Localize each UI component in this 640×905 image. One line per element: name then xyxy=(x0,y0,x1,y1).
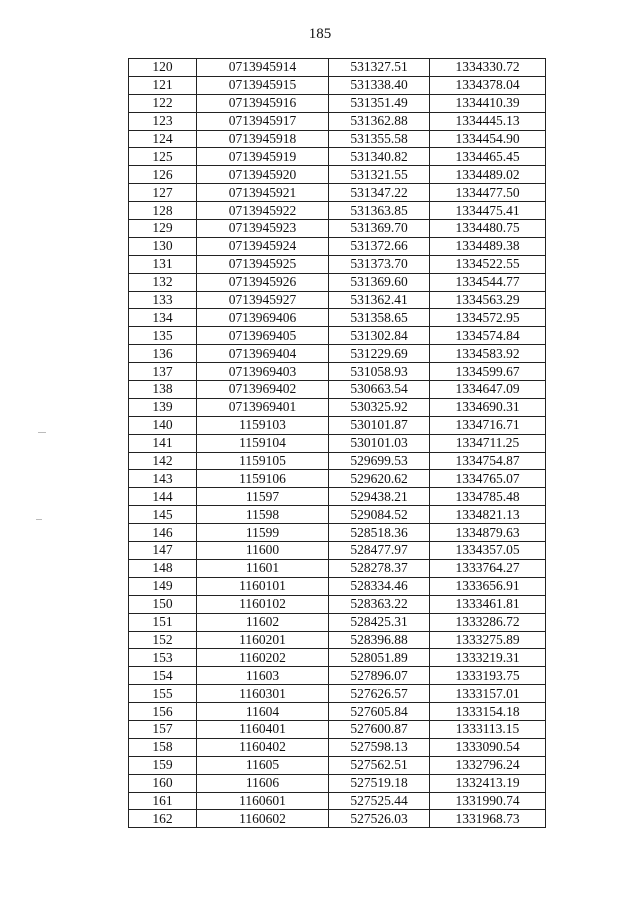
x-coordinate-cell: 527600.87 xyxy=(329,720,430,738)
y-coordinate-cell: 1334563.29 xyxy=(430,291,546,309)
table-row xyxy=(129,148,546,166)
point-id-cell: 1160102 xyxy=(197,595,329,613)
row-number-cell: 162 xyxy=(129,810,197,828)
y-coordinate-cell: 1334754.87 xyxy=(430,452,546,470)
point-id-cell: 11600 xyxy=(197,542,329,560)
point-id-cell: 1160202 xyxy=(197,649,329,667)
x-coordinate-cell: 527598.13 xyxy=(329,738,430,756)
y-coordinate-cell: 1334765.07 xyxy=(430,470,546,488)
point-id-cell: 0713945916 xyxy=(197,94,329,112)
x-coordinate-cell: 530101.87 xyxy=(329,416,430,434)
x-coordinate-cell: 531351.49 xyxy=(329,94,430,112)
point-id-cell: 0713969405 xyxy=(197,327,329,345)
x-coordinate-cell: 527605.84 xyxy=(329,703,430,721)
y-coordinate-cell: 1333461.81 xyxy=(430,595,546,613)
row-number-cell: 139 xyxy=(129,398,197,416)
x-coordinate-cell: 531363.85 xyxy=(329,202,430,220)
row-number-cell: 120 xyxy=(129,59,197,77)
point-id-cell: 0713945917 xyxy=(197,112,329,130)
table-row xyxy=(129,720,546,738)
table-row xyxy=(129,237,546,255)
row-number-cell: 123 xyxy=(129,112,197,130)
row-number-cell: 152 xyxy=(129,631,197,649)
row-number-cell: 149 xyxy=(129,577,197,595)
point-id-cell: 11606 xyxy=(197,774,329,792)
x-coordinate-cell: 531372.66 xyxy=(329,237,430,255)
x-coordinate-cell: 529438.21 xyxy=(329,488,430,506)
point-id-cell: 0713945925 xyxy=(197,255,329,273)
row-number-cell: 144 xyxy=(129,488,197,506)
point-id-cell: 11598 xyxy=(197,506,329,524)
row-number-cell: 133 xyxy=(129,291,197,309)
x-coordinate-cell: 528425.31 xyxy=(329,613,430,631)
x-coordinate-cell: 527525.44 xyxy=(329,792,430,810)
point-id-cell: 1159106 xyxy=(197,470,329,488)
x-coordinate-cell: 527519.18 xyxy=(329,774,430,792)
table-row xyxy=(129,381,546,399)
row-number-cell: 132 xyxy=(129,273,197,291)
table-row xyxy=(129,273,546,291)
row-number-cell: 150 xyxy=(129,595,197,613)
y-coordinate-cell: 1334378.04 xyxy=(430,76,546,94)
y-coordinate-cell: 1334716.71 xyxy=(430,416,546,434)
x-coordinate-cell: 531229.69 xyxy=(329,345,430,363)
row-number-cell: 128 xyxy=(129,202,197,220)
row-number-cell: 154 xyxy=(129,667,197,685)
y-coordinate-cell: 1333286.72 xyxy=(430,613,546,631)
row-number-cell: 127 xyxy=(129,184,197,202)
point-id-cell: 0713945914 xyxy=(197,59,329,77)
table-row xyxy=(129,291,546,309)
row-number-cell: 124 xyxy=(129,130,197,148)
y-coordinate-cell: 1334599.67 xyxy=(430,363,546,381)
y-coordinate-cell: 1333219.31 xyxy=(430,649,546,667)
table-row xyxy=(129,774,546,792)
y-coordinate-cell: 1332413.19 xyxy=(430,774,546,792)
x-coordinate-cell: 531358.65 xyxy=(329,309,430,327)
y-coordinate-cell: 1333090.54 xyxy=(430,738,546,756)
table-row xyxy=(129,327,546,345)
row-number-cell: 142 xyxy=(129,452,197,470)
y-coordinate-cell: 1334583.92 xyxy=(430,345,546,363)
y-coordinate-cell: 1334480.75 xyxy=(430,220,546,238)
point-id-cell: 1160201 xyxy=(197,631,329,649)
point-id-cell: 11601 xyxy=(197,559,329,577)
y-coordinate-cell: 1334544.77 xyxy=(430,273,546,291)
point-id-cell: 0713969404 xyxy=(197,345,329,363)
coordinates-table xyxy=(128,58,546,828)
table-row xyxy=(129,59,546,77)
x-coordinate-cell: 527526.03 xyxy=(329,810,430,828)
y-coordinate-cell: 1334330.72 xyxy=(430,59,546,77)
x-coordinate-cell: 530101.03 xyxy=(329,434,430,452)
y-coordinate-cell: 1333656.91 xyxy=(430,577,546,595)
point-id-cell: 11597 xyxy=(197,488,329,506)
y-coordinate-cell: 1334821.13 xyxy=(430,506,546,524)
row-number-cell: 156 xyxy=(129,703,197,721)
point-id-cell: 1160601 xyxy=(197,792,329,810)
point-id-cell: 1159105 xyxy=(197,452,329,470)
row-number-cell: 146 xyxy=(129,524,197,542)
y-coordinate-cell: 1334477.50 xyxy=(430,184,546,202)
x-coordinate-cell: 527896.07 xyxy=(329,667,430,685)
table-row xyxy=(129,810,546,828)
point-id-cell: 1159104 xyxy=(197,434,329,452)
row-number-cell: 151 xyxy=(129,613,197,631)
table-row xyxy=(129,112,546,130)
y-coordinate-cell: 1333113.15 xyxy=(430,720,546,738)
y-coordinate-cell: 1334454.90 xyxy=(430,130,546,148)
x-coordinate-cell: 531369.60 xyxy=(329,273,430,291)
point-id-cell: 0713969403 xyxy=(197,363,329,381)
x-coordinate-cell: 528334.46 xyxy=(329,577,430,595)
table-row xyxy=(129,792,546,810)
row-number-cell: 159 xyxy=(129,756,197,774)
table-row xyxy=(129,94,546,112)
table-row xyxy=(129,309,546,327)
row-number-cell: 121 xyxy=(129,76,197,94)
row-number-cell: 157 xyxy=(129,720,197,738)
point-id-cell: 1160301 xyxy=(197,685,329,703)
point-id-cell: 11602 xyxy=(197,613,329,631)
y-coordinate-cell: 1333154.18 xyxy=(430,703,546,721)
x-coordinate-cell: 531302.84 xyxy=(329,327,430,345)
row-number-cell: 158 xyxy=(129,738,197,756)
point-id-cell: 0713969401 xyxy=(197,398,329,416)
y-coordinate-cell: 1334489.38 xyxy=(430,237,546,255)
x-coordinate-cell: 531338.40 xyxy=(329,76,430,94)
x-coordinate-cell: 528477.97 xyxy=(329,542,430,560)
row-number-cell: 129 xyxy=(129,220,197,238)
x-coordinate-cell: 529699.53 xyxy=(329,452,430,470)
point-id-cell: 11603 xyxy=(197,667,329,685)
point-id-cell: 0713969406 xyxy=(197,309,329,327)
table-row xyxy=(129,542,546,560)
table-row xyxy=(129,559,546,577)
y-coordinate-cell: 1334572.95 xyxy=(430,309,546,327)
point-id-cell: 0713945920 xyxy=(197,166,329,184)
point-id-cell: 0713945921 xyxy=(197,184,329,202)
table-row xyxy=(129,220,546,238)
y-coordinate-cell: 1334574.84 xyxy=(430,327,546,345)
row-number-cell: 147 xyxy=(129,542,197,560)
row-number-cell: 131 xyxy=(129,255,197,273)
x-coordinate-cell: 531340.82 xyxy=(329,148,430,166)
point-id-cell: 0713945919 xyxy=(197,148,329,166)
x-coordinate-cell: 531373.70 xyxy=(329,255,430,273)
y-coordinate-cell: 1334522.55 xyxy=(430,255,546,273)
table-row xyxy=(129,685,546,703)
y-coordinate-cell: 1331968.73 xyxy=(430,810,546,828)
y-coordinate-cell: 1331990.74 xyxy=(430,792,546,810)
point-id-cell: 11604 xyxy=(197,703,329,721)
row-number-cell: 160 xyxy=(129,774,197,792)
table-row xyxy=(129,703,546,721)
y-coordinate-cell: 1334475.41 xyxy=(430,202,546,220)
row-number-cell: 161 xyxy=(129,792,197,810)
row-number-cell: 138 xyxy=(129,381,197,399)
y-coordinate-cell: 1333275.89 xyxy=(430,631,546,649)
row-number-cell: 130 xyxy=(129,237,197,255)
y-coordinate-cell: 1334489.02 xyxy=(430,166,546,184)
y-coordinate-cell: 1334690.31 xyxy=(430,398,546,416)
x-coordinate-cell: 528363.22 xyxy=(329,595,430,613)
table-row xyxy=(129,434,546,452)
table-row xyxy=(129,416,546,434)
point-id-cell: 0713969402 xyxy=(197,381,329,399)
row-number-cell: 148 xyxy=(129,559,197,577)
margin-mark xyxy=(38,432,46,433)
row-number-cell: 140 xyxy=(129,416,197,434)
table-row xyxy=(129,506,546,524)
table-row xyxy=(129,756,546,774)
point-id-cell: 0713945922 xyxy=(197,202,329,220)
x-coordinate-cell: 528396.88 xyxy=(329,631,430,649)
row-number-cell: 137 xyxy=(129,363,197,381)
coordinates-table-body xyxy=(129,59,546,828)
y-coordinate-cell: 1334410.39 xyxy=(430,94,546,112)
table-row xyxy=(129,488,546,506)
table-row xyxy=(129,595,546,613)
table-row xyxy=(129,398,546,416)
y-coordinate-cell: 1333193.75 xyxy=(430,667,546,685)
page-number: 185 xyxy=(308,26,332,42)
row-number-cell: 153 xyxy=(129,649,197,667)
point-id-cell: 0713945924 xyxy=(197,237,329,255)
point-id-cell: 1159103 xyxy=(197,416,329,434)
table-row xyxy=(129,613,546,631)
row-number-cell: 135 xyxy=(129,327,197,345)
x-coordinate-cell: 530663.54 xyxy=(329,381,430,399)
x-coordinate-cell: 531362.41 xyxy=(329,291,430,309)
y-coordinate-cell: 1334785.48 xyxy=(430,488,546,506)
y-coordinate-cell: 1334445.13 xyxy=(430,112,546,130)
table-row xyxy=(129,738,546,756)
point-id-cell: 0713945927 xyxy=(197,291,329,309)
row-number-cell: 145 xyxy=(129,506,197,524)
x-coordinate-cell: 531058.93 xyxy=(329,363,430,381)
row-number-cell: 122 xyxy=(129,94,197,112)
row-number-cell: 134 xyxy=(129,309,197,327)
y-coordinate-cell: 1333764.27 xyxy=(430,559,546,577)
table-row xyxy=(129,166,546,184)
y-coordinate-cell: 1334879.63 xyxy=(430,524,546,542)
x-coordinate-cell: 528518.36 xyxy=(329,524,430,542)
row-number-cell: 155 xyxy=(129,685,197,703)
table-row xyxy=(129,255,546,273)
point-id-cell: 1160602 xyxy=(197,810,329,828)
row-number-cell: 126 xyxy=(129,166,197,184)
x-coordinate-cell: 531369.70 xyxy=(329,220,430,238)
row-number-cell: 143 xyxy=(129,470,197,488)
table-row xyxy=(129,184,546,202)
row-number-cell: 141 xyxy=(129,434,197,452)
y-coordinate-cell: 1334711.25 xyxy=(430,434,546,452)
point-id-cell: 11605 xyxy=(197,756,329,774)
x-coordinate-cell: 530325.92 xyxy=(329,398,430,416)
table-row xyxy=(129,649,546,667)
point-id-cell: 0713945926 xyxy=(197,273,329,291)
x-coordinate-cell: 528278.37 xyxy=(329,559,430,577)
table-row xyxy=(129,345,546,363)
table-row xyxy=(129,130,546,148)
x-coordinate-cell: 531355.58 xyxy=(329,130,430,148)
table-row xyxy=(129,577,546,595)
x-coordinate-cell: 528051.89 xyxy=(329,649,430,667)
x-coordinate-cell: 531321.55 xyxy=(329,166,430,184)
x-coordinate-cell: 531362.88 xyxy=(329,112,430,130)
x-coordinate-cell: 529084.52 xyxy=(329,506,430,524)
x-coordinate-cell: 529620.62 xyxy=(329,470,430,488)
point-id-cell: 1160401 xyxy=(197,720,329,738)
y-coordinate-cell: 1334647.09 xyxy=(430,381,546,399)
x-coordinate-cell: 531327.51 xyxy=(329,59,430,77)
x-coordinate-cell: 531347.22 xyxy=(329,184,430,202)
point-id-cell: 0713945915 xyxy=(197,76,329,94)
table-row xyxy=(129,363,546,381)
table-row xyxy=(129,76,546,94)
point-id-cell: 1160402 xyxy=(197,738,329,756)
table-row xyxy=(129,631,546,649)
row-number-cell: 136 xyxy=(129,345,197,363)
table-row xyxy=(129,667,546,685)
y-coordinate-cell: 1333157.01 xyxy=(430,685,546,703)
point-id-cell: 0713945923 xyxy=(197,220,329,238)
table-row xyxy=(129,524,546,542)
y-coordinate-cell: 1332796.24 xyxy=(430,756,546,774)
point-id-cell: 11599 xyxy=(197,524,329,542)
margin-mark xyxy=(36,519,42,520)
point-id-cell: 0713945918 xyxy=(197,130,329,148)
table-row xyxy=(129,202,546,220)
row-number-cell: 125 xyxy=(129,148,197,166)
table-row xyxy=(129,470,546,488)
y-coordinate-cell: 1334357.05 xyxy=(430,542,546,560)
x-coordinate-cell: 527626.57 xyxy=(329,685,430,703)
x-coordinate-cell: 527562.51 xyxy=(329,756,430,774)
point-id-cell: 1160101 xyxy=(197,577,329,595)
table-row xyxy=(129,452,546,470)
y-coordinate-cell: 1334465.45 xyxy=(430,148,546,166)
